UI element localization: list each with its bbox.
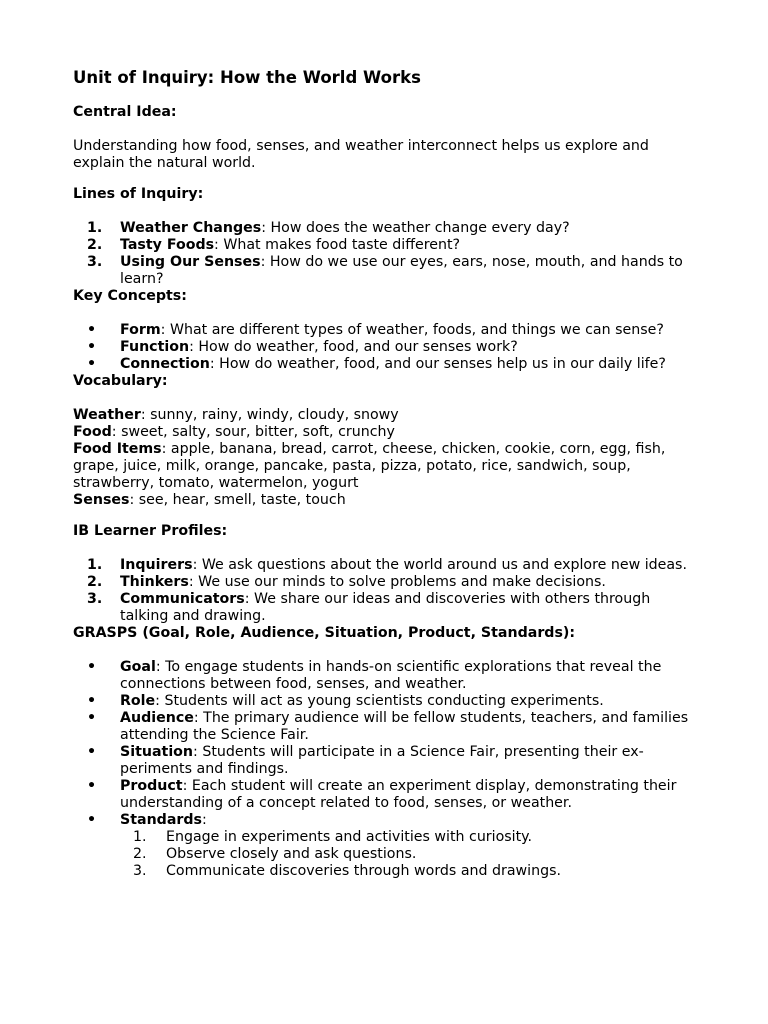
- standards-item: [73, 829, 703, 846]
- list-item: [73, 322, 703, 339]
- grasps-heading: GRASPS (Goal, Role, Audience, Situation, Product, Standards):: [73, 625, 576, 641]
- list-item: [73, 744, 703, 778]
- item-term: Inquirers: [120, 557, 193, 573]
- item-text: : What are different types of weather, foods, and things we can sense?: [160, 322, 664, 338]
- item-text: : How do we use our eyes, ears, nose, mouth, and hands to learn?: [120, 254, 683, 287]
- item-text: : How does the weather change every day?: [261, 220, 570, 236]
- bullet-icon: •: [87, 322, 97, 338]
- document-title: Unit of Inquiry: How the World Works: [73, 68, 421, 87]
- list-item: [73, 778, 703, 812]
- bullet-icon: •: [87, 356, 97, 372]
- item-text: Engage in experiments and activities with curiosity.: [166, 829, 533, 845]
- vocab-term: Senses: [73, 492, 130, 508]
- item-term: Tasty Foods: [120, 237, 215, 253]
- item-term: Weather Changes: [120, 220, 262, 236]
- standards-item: [73, 863, 703, 880]
- standards-list: [120, 829, 703, 880]
- vocabulary-entry: [73, 407, 703, 424]
- item-term: Audience: [120, 710, 194, 726]
- item-text: : Students will act as young scientists conducting experiments.: [155, 693, 604, 709]
- vocab-text: : sweet, salty, sour, bitter, soft, crunchy: [111, 424, 395, 440]
- bullet-icon: •: [87, 744, 97, 760]
- item-text: Communicate discoveries through words and drawings.: [166, 863, 562, 879]
- standards-item: [73, 846, 703, 863]
- learner-profiles-list: [73, 557, 703, 625]
- list-item: [73, 237, 703, 254]
- list-number: 2.: [87, 237, 103, 253]
- item-text: : The primary audience will be fellow students, teachers, and families attending the Science Fair.: [120, 710, 689, 743]
- item-text: : Each student will create an experiment display, demonstrating their understanding of a concept related to food, senses, or weather.: [120, 778, 677, 811]
- list-item: [73, 254, 703, 288]
- vocab-text: : apple, banana, bread, carrot, cheese, chicken, cookie, corn, egg, fish, grape, juice, milk, orange, pancake, pasta, pizza, potato, rice, sandwich, soup, strawberry, tomato, watermelon, yogurt: [73, 441, 666, 491]
- bullet-icon: •: [87, 812, 97, 828]
- vocabulary-entry: [73, 492, 703, 509]
- item-text: : To engage students in hands-on scientific explorations that reveal the connections between food, senses, and weather.: [120, 659, 662, 692]
- item-term: Role: [120, 693, 156, 709]
- item-text: : How do weather, food, and our senses work?: [189, 339, 518, 355]
- list-number: 3.: [87, 591, 103, 607]
- central-idea-heading: Central Idea:: [73, 104, 177, 120]
- item-term: Connection: [120, 356, 210, 372]
- vocab-text: : see, hear, smell, taste, touch: [129, 492, 346, 508]
- list-item: [73, 339, 703, 356]
- item-term: Goal: [120, 659, 156, 675]
- item-term: Product: [120, 778, 183, 794]
- lines-of-inquiry-list: [73, 220, 703, 288]
- learner-profiles-heading: IB Learner Profiles:: [73, 523, 228, 539]
- list-item: [73, 557, 703, 574]
- vocab-term: Weather: [73, 407, 141, 423]
- vocab-text: : sunny, rainy, windy, cloudy, snowy: [140, 407, 399, 423]
- item-text: : We share our ideas and discoveries with others through talking and drawing.: [120, 591, 651, 624]
- item-text: : We ask questions about the world around us and explore new ideas.: [192, 557, 687, 573]
- bullet-icon: •: [87, 659, 97, 675]
- list-item: [73, 812, 703, 880]
- central-idea-text: Understanding how food, senses, and weather interconnect helps us explore and explain the natural world.: [73, 138, 649, 171]
- list-item: [73, 220, 703, 237]
- bullet-icon: •: [87, 339, 97, 355]
- list-item: [73, 693, 703, 710]
- list-item: [73, 591, 703, 625]
- list-number: 1.: [87, 557, 103, 573]
- grasps-list: [73, 659, 703, 880]
- list-item: [73, 356, 703, 373]
- bullet-icon: •: [87, 778, 97, 794]
- item-text: : How do weather, food, and our senses help us in our daily life?: [209, 356, 666, 372]
- vocab-term: Food: [73, 424, 112, 440]
- vocab-term: Food Items: [73, 441, 162, 457]
- list-number: 2.: [87, 574, 103, 590]
- list-item: [73, 659, 703, 693]
- list-number: 2.: [133, 846, 147, 862]
- item-term: Standards: [120, 812, 203, 828]
- item-term: Form: [120, 322, 161, 338]
- list-item: [73, 574, 703, 591]
- key-concepts-heading: Key Concepts:: [73, 288, 187, 304]
- item-term: Situation: [120, 744, 194, 760]
- item-text: : What makes food taste different?: [214, 237, 461, 253]
- item-term: Thinkers: [120, 574, 189, 590]
- item-text: : We use our minds to solve problems and make decisions.: [188, 574, 606, 590]
- item-text: Observe closely and ask questions.: [166, 846, 417, 862]
- list-number: 3.: [87, 254, 103, 270]
- key-concepts-list: [73, 322, 703, 373]
- vocabulary-entry: [73, 424, 703, 441]
- lines-of-inquiry-heading: Lines of Inquiry:: [73, 186, 204, 202]
- bullet-icon: •: [87, 710, 97, 726]
- list-number: 1.: [87, 220, 103, 236]
- document-page: [73, 68, 703, 880]
- bullet-icon: •: [87, 693, 97, 709]
- list-number: 3.: [133, 863, 147, 879]
- vocabulary-heading: Vocabulary:: [73, 373, 168, 389]
- item-text: :: [202, 812, 207, 828]
- item-text: : Students will participate in a Science Fair, presenting their ex-periments and findings.: [120, 744, 644, 777]
- item-term: Communicators: [120, 591, 245, 607]
- item-term: Using Our Senses: [120, 254, 261, 270]
- list-item: [73, 710, 703, 744]
- item-term: Function: [120, 339, 190, 355]
- vocabulary-entry: [73, 441, 703, 492]
- list-number: 1.: [133, 829, 147, 845]
